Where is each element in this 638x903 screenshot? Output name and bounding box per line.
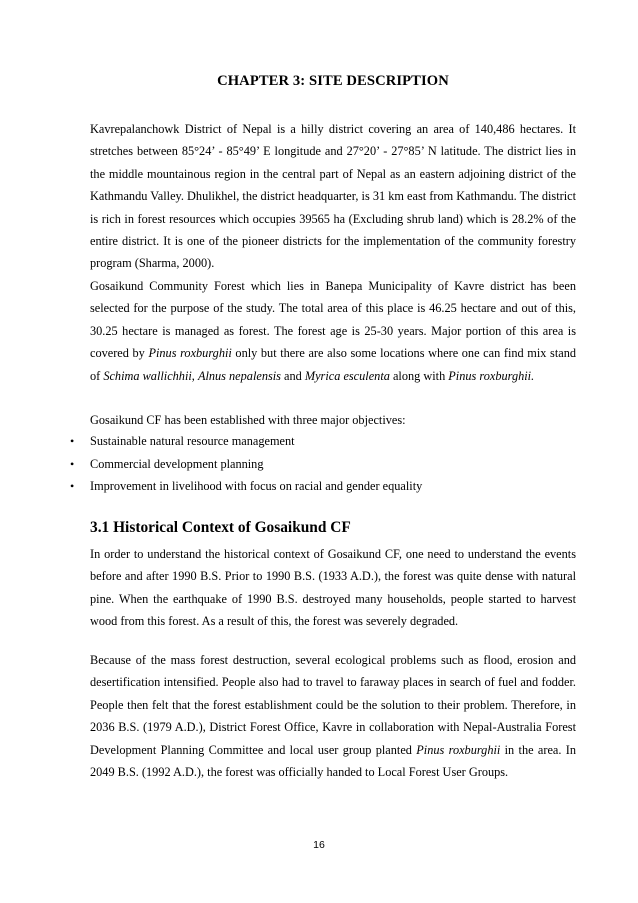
section-heading: 3.1 Historical Context of Gosaikund CF xyxy=(90,519,351,536)
paragraph-text: in the area. In 2049 B.S. (1992 A.D.), the forest was officially handed to Local Forest User Groups. xyxy=(90,742,577,780)
objectives-list xyxy=(0,430,638,498)
paragraph-text: along with xyxy=(389,368,449,383)
page-number: 16 xyxy=(313,839,325,851)
species-name: Myrica esculenta xyxy=(304,368,390,383)
paragraph-text: and xyxy=(280,368,305,383)
species-name: Pinus roxburghii. xyxy=(448,368,535,383)
paragraph-text: only but there are also some locations where one can find mix stand of xyxy=(90,346,576,383)
paragraph-text: , xyxy=(191,368,198,383)
species-name: Schima wallichhii xyxy=(103,368,192,383)
species-name: Pinus roxburghii xyxy=(148,346,232,361)
species-name: Alnus nepalensis xyxy=(197,368,281,383)
paragraph-historical-context: In order to understand the historical context of Gosaikund CF, one need to understand the events before and after 1990 B.S. Prior to 1990 B.S. (1933 A.D.), the forest was quite dense with natural pine. When the earthquake of 1990 B.S. destroyed many households, people started to harvest wood from this forest. As a result of this, the forest was severely degraded. xyxy=(90,547,576,629)
paragraph-district-overview: Kavrepalanchowk District of Nepal is a hilly district covering an area of 140,486 hectares. It stretches between 85°24’ - 85°49’ E longitude and 27°20’ - 27°85’ N latitude. The district lies in the middle mountainous region in the central part of Nepal as an eastern adjoining district of the Kathmandu Valley. Dhulikhel, the district headquarter, is 31 km east from Kathmandu. The district is rich in forest resources which occupies 39565 ha (Excluding shrub land) which is 28.2% of the entire district. It is one of the pioneer districts for the implementation of the community forestry program (Sharma, 2000). xyxy=(90,122,576,271)
chapter-title: CHAPTER 3: SITE DESCRIPTION xyxy=(217,73,449,89)
bullet-icon: • xyxy=(70,479,75,493)
objective-text: Sustainable natural resource management xyxy=(90,434,295,448)
list-item xyxy=(0,430,638,453)
list-item xyxy=(0,475,638,498)
paragraph-text: Gosaikund Community Forest which lies in Banepa Municipality of Kavre district has been selected for the purpose of the study. The total area of this place is 46.25 hectare and out of this, 30.25 hectare is managed as forest. The forest age is 25-30 years. Major portion of this area is covered by xyxy=(90,279,576,361)
paragraph-forest-restoration xyxy=(90,649,576,783)
objective-text: Commercial development planning xyxy=(90,456,264,471)
bullet-icon: • xyxy=(70,434,75,448)
paragraph-text: Because of the mass forest destruction, several ecological problems such as flood, erosion and desertification intensified. People also had to travel to faraway places in search of fuel and fodder. People then felt that the forest establishment could be the solution to their problem. Therefore, in 2036 B.S. (1979 A.D.), District Forest Office, Kavre in collaboration with Nepal-Australia Forest Development Planning Committee and local user group planted xyxy=(90,653,576,757)
bullet-icon: • xyxy=(70,456,75,471)
species-name: Pinus roxburghii xyxy=(416,742,501,757)
paragraph-gosaikund-overview xyxy=(90,275,576,387)
objectives-intro: Gosaikund CF has been established with three major objectives: xyxy=(90,413,406,427)
list-item xyxy=(0,453,638,476)
objective-text: Improvement in livelihood with focus on racial and gender equality xyxy=(90,479,423,493)
